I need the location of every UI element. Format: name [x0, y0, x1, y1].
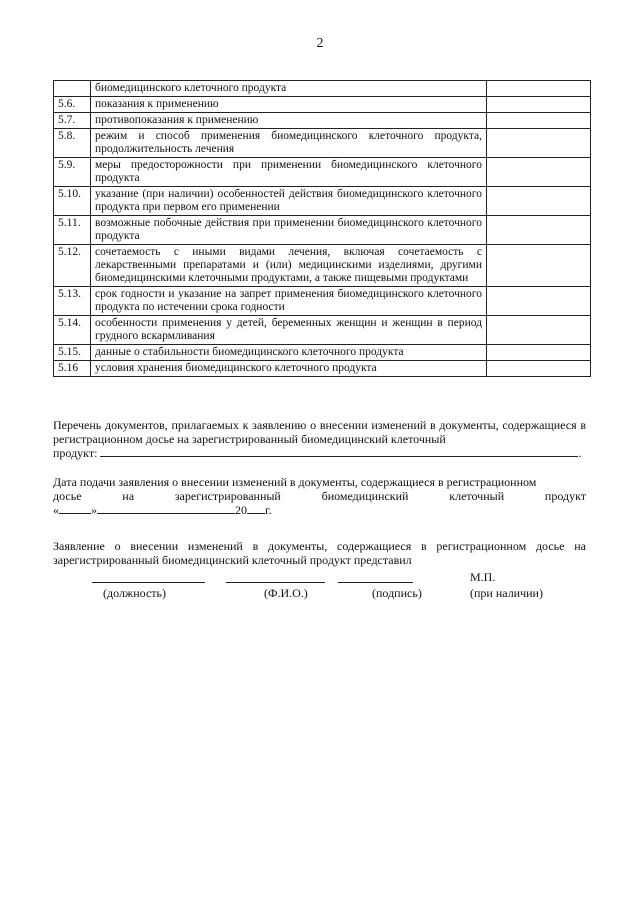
date-word: досье — [53, 489, 82, 503]
table-row — [54, 97, 591, 113]
table-row — [54, 187, 591, 216]
row-number — [54, 81, 91, 97]
year-suffix: г. — [265, 503, 272, 517]
signature-caption: (подпись) — [372, 586, 422, 600]
row-value-cell[interactable] — [487, 81, 591, 97]
row-number: 5.7. — [54, 113, 91, 129]
table-row — [54, 287, 591, 316]
documents-list-end: . — [578, 446, 582, 460]
row-text: условия хранения биомедицинского клеточного продукта — [91, 361, 487, 377]
submitted-by-paragraph: Заявление о внесении изменений в документы, содержащиеся в регистрационном досье на зарегистрированный биомедицинский клеточный продукт представил — [53, 539, 586, 567]
documents-list-line — [53, 446, 586, 460]
row-text: срок годности и указание на запрет применения биомедицинского клеточного продукта по истечении срока годности — [91, 287, 487, 316]
position-caption: (должность) — [103, 586, 166, 600]
row-value-cell[interactable] — [487, 97, 591, 113]
fio-caption: (Ф.И.О.) — [264, 586, 308, 600]
row-value-cell[interactable] — [487, 245, 591, 287]
documents-list-field[interactable] — [100, 446, 578, 457]
row-text: сочетаемость с иными видами лечения, включая сочетаемость с лекарственными препаратами и (или) медицинскими изделиями, другими биомедицинскими клеточными продуктами, а также пищевыми продуктами — [91, 245, 487, 287]
row-value-cell[interactable] — [487, 361, 591, 377]
month-field[interactable] — [97, 503, 235, 514]
row-text: данные о стабильности биомедицинского клеточного продукта — [91, 345, 487, 361]
row-number: 5.16 — [54, 361, 91, 377]
table-row — [54, 113, 591, 129]
table-row — [54, 361, 591, 377]
date-line-2 — [53, 489, 586, 503]
year-field[interactable] — [247, 503, 265, 514]
row-number: 5.11. — [54, 216, 91, 245]
year-prefix: 20 — [235, 503, 247, 517]
stamp-label: М.П. — [470, 570, 496, 584]
table-row — [54, 216, 591, 245]
row-value-cell[interactable] — [487, 316, 591, 345]
signature-field[interactable] — [338, 581, 413, 583]
properties-table — [53, 80, 591, 377]
table-row — [54, 81, 591, 97]
table-row — [54, 129, 591, 158]
documents-list-label: продукт: — [53, 446, 98, 460]
stamp-note: (при наличии) — [470, 586, 543, 600]
table-row — [54, 316, 591, 345]
row-value-cell[interactable] — [487, 345, 591, 361]
row-text: возможные побочные действия при применении биомедицинского клеточного продукта — [91, 216, 487, 245]
row-number: 5.13. — [54, 287, 91, 316]
table-row — [54, 158, 591, 187]
row-text: режим и способ применения биомедицинского клеточного продукта, продолжительность лечения — [91, 129, 487, 158]
date-word: зарегистрированный — [174, 489, 281, 503]
date-word: продукт — [544, 489, 586, 503]
date-paragraph — [53, 475, 586, 517]
quote-open: « — [53, 503, 59, 517]
fio-field[interactable] — [226, 581, 325, 583]
position-field[interactable] — [92, 581, 205, 583]
row-value-cell[interactable] — [487, 187, 591, 216]
page-number: 2 — [316, 36, 324, 51]
date-line-3 — [53, 503, 586, 517]
row-value-cell[interactable] — [487, 113, 591, 129]
row-number: 5.9. — [54, 158, 91, 187]
row-text: особенности применения у детей, беременных женщин и женщин в период грудного вскармливания — [91, 316, 487, 345]
row-value-cell[interactable] — [487, 129, 591, 158]
row-number: 5.10. — [54, 187, 91, 216]
row-text: меры предосторожности при применении биомедицинского клеточного продукта — [91, 158, 487, 187]
row-text: показания к применению — [91, 97, 487, 113]
row-value-cell[interactable] — [487, 287, 591, 316]
date-line-1: Дата подачи заявления о внесении изменений в документы, содержащиеся в регистрационном — [53, 475, 537, 489]
date-word: на — [122, 489, 135, 503]
table-row — [54, 345, 591, 361]
row-text: указание (при наличии) особенностей действия биомедицинского клеточного продукта при первом его применении — [91, 187, 487, 216]
table-row — [54, 245, 591, 287]
row-number: 5.8. — [54, 129, 91, 158]
row-number: 5.15. — [54, 345, 91, 361]
day-field[interactable] — [59, 503, 91, 514]
date-word: биомедицинский — [321, 489, 409, 503]
quote-close: » — [91, 503, 97, 517]
row-value-cell[interactable] — [487, 216, 591, 245]
row-number: 5.6. — [54, 97, 91, 113]
row-number: 5.12. — [54, 245, 91, 287]
documents-list-paragraph — [53, 418, 586, 460]
row-value-cell[interactable] — [487, 158, 591, 187]
row-number: 5.14. — [54, 316, 91, 345]
row-text: противопоказания к применению — [91, 113, 487, 129]
row-text: биомедицинского клеточного продукта — [91, 81, 487, 97]
documents-list-text: Перечень документов, прилагаемых к заявлению о внесении изменений в документы, содержащиеся в регистрационном досье на зарегистрированный биомедицинский клеточный — [53, 418, 586, 446]
date-word: клеточный — [449, 489, 505, 503]
